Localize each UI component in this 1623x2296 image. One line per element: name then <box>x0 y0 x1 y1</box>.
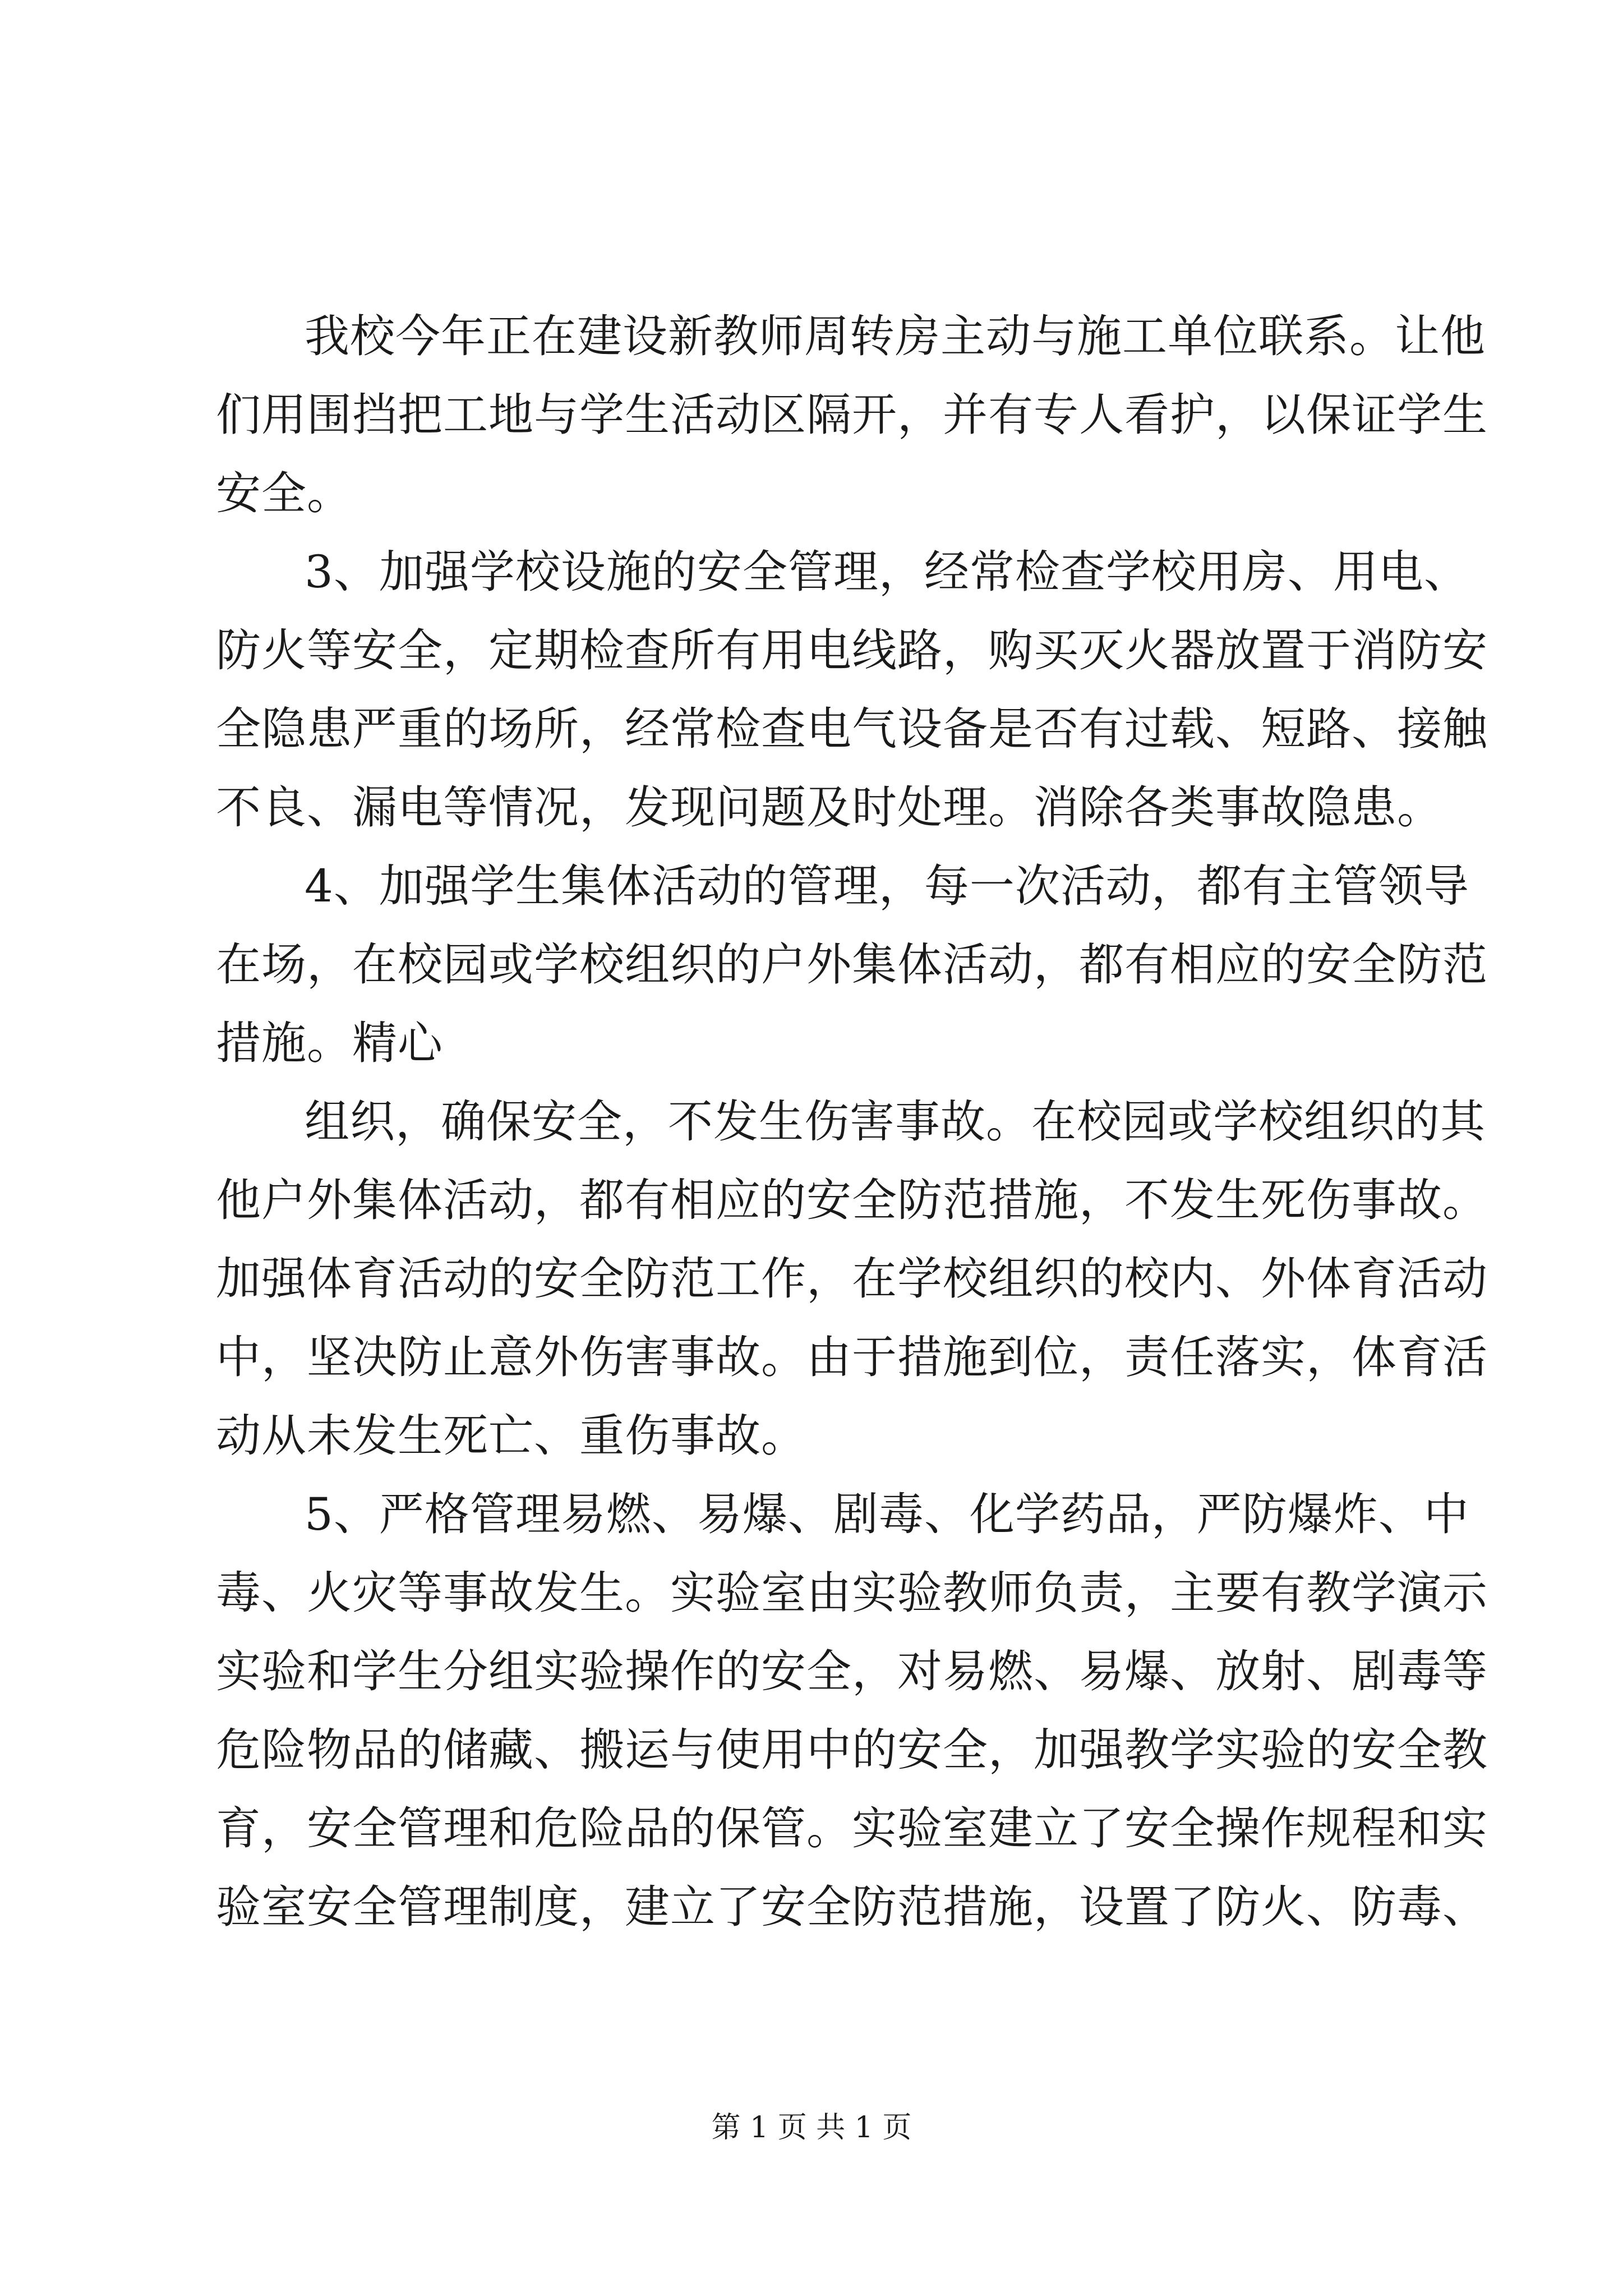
text-line: 危险物品的储藏、搬运与使用中的安全，加强教学实验的安全教 <box>216 1724 1488 1776</box>
text-line: 安全。 <box>216 467 352 519</box>
document-body <box>216 297 1488 1947</box>
page-number-footer: 第 1 页 共 1 页 <box>711 2111 912 2145</box>
text-line: 育，安全管理和危险品的保管。实验室建立了安全操作规程和实 <box>216 1802 1488 1855</box>
text-line: 3、加强学校设施的安全管理，经常检查学校用房、用电、 <box>305 546 1469 598</box>
text-line: 组织，确保安全，不发生伤害事故。在校园或学校组织的其 <box>305 1096 1486 1148</box>
text-line: 5、严格管理易燃、易爆、剧毒、化学药品，严防爆炸、中 <box>305 1488 1469 1540</box>
text-line: 实验和学生分组实验操作的安全，对易燃、易爆、放射、剧毒等 <box>216 1645 1488 1697</box>
text-line: 验室安全管理制度，建立了安全防范措施，设置了防火、防毒、 <box>216 1881 1488 1933</box>
text-line: 我校今年正在建设新教师周转房主动与施工单位联系。让他 <box>305 310 1486 362</box>
text-line: 措施。精心 <box>216 1017 443 1069</box>
text-line: 在场，在校园或学校组织的户外集体活动，都有相应的安全防范 <box>216 938 1488 991</box>
text-line: 4、加强学生集体活动的管理，每一次活动，都有主管领导 <box>305 860 1469 912</box>
text-line: 全隐患严重的场所，经常检查电气设备是否有过载、短路、接触 <box>216 703 1488 755</box>
text-line: 加强体育活动的安全防范工作，在学校组织的校内、外体育活动 <box>216 1253 1488 1305</box>
text-line: 们用围挡把工地与学生活动区隔开，并有专人看护，以保证学生 <box>216 389 1488 441</box>
text-line: 毒、火灾等事故发生。实验室由实验教师负责，主要有教学演示 <box>216 1567 1488 1619</box>
text-line: 不良、漏电等情况，发现问题及时处理。消除各类事故隐患。 <box>216 781 1442 834</box>
text-line: 他户外集体活动，都有相应的安全防范措施，不发生死伤事故。 <box>216 1174 1488 1226</box>
text-line: 动从未发生死亡、重伤事故。 <box>216 1410 806 1462</box>
text-line: 中，坚决防止意外伤害事故。由于措施到位，责任落实，体育活 <box>216 1331 1488 1383</box>
text-line: 防火等安全，定期检查所有用电线路，购买灭火器放置于消防安 <box>216 624 1488 677</box>
